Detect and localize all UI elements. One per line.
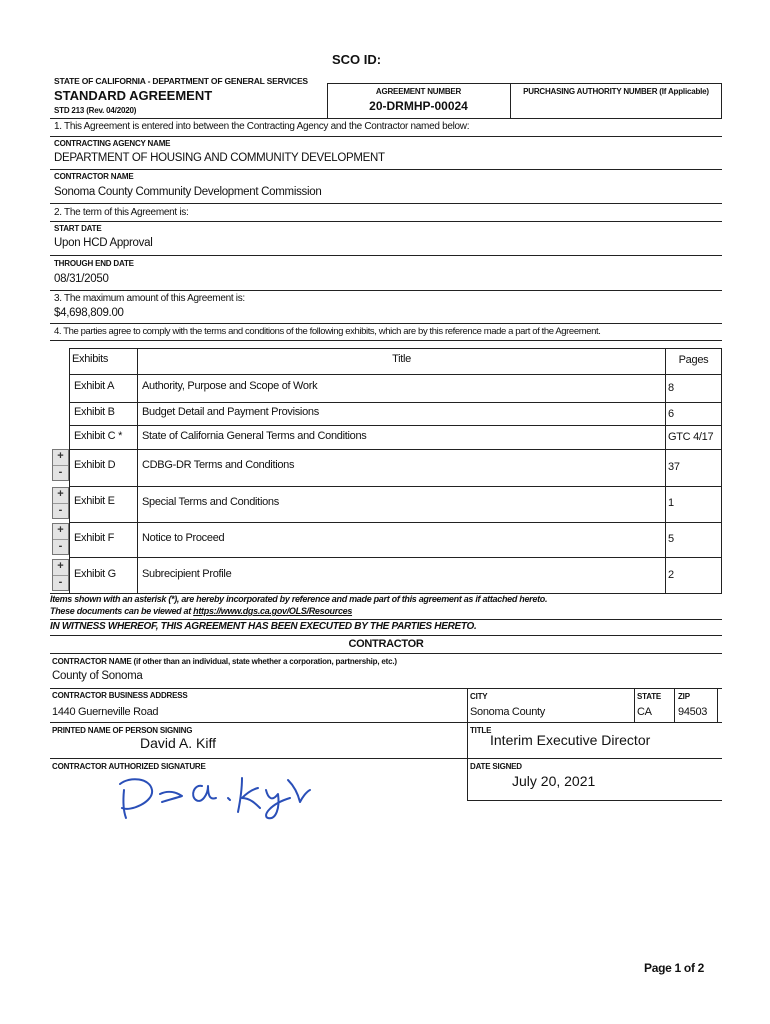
exhibit-pages: 8 bbox=[668, 382, 674, 394]
purchasing-authority-label: PURCHASING AUTHORITY NUMBER (If Applicable) bbox=[523, 87, 709, 96]
exhibit-title: Subrecipient Profile bbox=[142, 568, 232, 580]
state: CA bbox=[637, 706, 652, 718]
exhibit-name: Exhibit G bbox=[74, 568, 116, 580]
business-address-label: CONTRACTOR BUSINESS ADDRESS bbox=[52, 691, 188, 700]
remove-row-button[interactable]: - bbox=[58, 504, 63, 516]
signer-name: David A. Kiff bbox=[140, 735, 217, 751]
city: Sonoma County bbox=[470, 706, 545, 718]
exhibit-pages: 2 bbox=[668, 569, 674, 581]
form-title: STANDARD AGREEMENT bbox=[54, 88, 213, 103]
exhibit-name: Exhibit D bbox=[74, 459, 116, 471]
exhibit-pages: 37 bbox=[668, 461, 680, 473]
exhibit-pages: GTC 4/17 bbox=[668, 431, 714, 443]
asterisk-note: Items shown with an asterisk (*), are hereby incorporated by reference and made part of this agreement as if attached hereto. bbox=[50, 594, 548, 604]
exhibit-f-row-stepper[interactable] bbox=[52, 523, 69, 555]
remove-row-button[interactable]: - bbox=[58, 466, 63, 478]
signer-title: Interim Executive Director bbox=[490, 732, 651, 748]
exhibit-name: Exhibit F bbox=[74, 532, 115, 544]
exhibit-title: Special Terms and Conditions bbox=[142, 496, 279, 508]
end-date-label: THROUGH END DATE bbox=[54, 259, 134, 268]
exhibit-name: Exhibit C * bbox=[74, 430, 123, 442]
contractor-heading: CONTRACTOR bbox=[348, 638, 424, 650]
exhibit-name: Exhibit A bbox=[74, 380, 115, 392]
contractor-name-type-label: CONTRACTOR NAME (if other than an individual, state whether a corporation, partnership, etc.) bbox=[52, 657, 397, 666]
end-date: 08/31/2050 bbox=[54, 273, 109, 285]
city-label: CITY bbox=[470, 692, 488, 701]
business-address: 1440 Guerneville Road bbox=[52, 706, 159, 718]
signer-name-label: PRINTED NAME OF PERSON SIGNING bbox=[52, 726, 193, 735]
exhibits-column-header: Exhibits bbox=[72, 353, 109, 365]
start-date: Upon HCD Approval bbox=[54, 237, 153, 249]
exhibit-g-row-stepper[interactable] bbox=[52, 559, 69, 591]
section-1-intro: 1. This Agreement is entered into between the Contracting Agency and the Contractor named below: bbox=[54, 121, 470, 132]
witness-statement: IN WITNESS WHEREOF, THIS AGREEMENT HAS BEEN EXECUTED BY THE PARTIES HERETO. bbox=[50, 621, 477, 632]
exhibit-title: Notice to Proceed bbox=[142, 532, 225, 544]
agency-name: DEPARTMENT OF HOUSING AND COMMUNITY DEVELOPMENT bbox=[54, 152, 385, 164]
exhibit-pages: 1 bbox=[668, 497, 674, 509]
exhibit-pages: 6 bbox=[668, 408, 674, 420]
agreement-number-label: AGREEMENT NUMBER bbox=[375, 87, 462, 96]
state-department-label: STATE OF CALIFORNIA - DEPARTMENT OF GENERAL SERVICES bbox=[54, 76, 308, 86]
exhibit-e-row-stepper[interactable] bbox=[52, 487, 69, 519]
documents-link-line bbox=[50, 606, 352, 616]
section-4-intro: 4. The parties agree to comply with the terms and conditions of the following exhibits, which are by this reference made a part of the Agreement. bbox=[54, 326, 601, 337]
exhibit-d-row-stepper[interactable] bbox=[52, 449, 69, 481]
exhibit-title: Budget Detail and Payment Provisions bbox=[142, 406, 319, 418]
exhibit-title: Authority, Purpose and Scope of Work bbox=[142, 380, 318, 392]
date-signed: July 20, 2021 bbox=[512, 773, 596, 789]
exhibit-name: Exhibit E bbox=[74, 495, 115, 507]
contractor-name-label: CONTRACTOR NAME bbox=[54, 172, 134, 181]
title-label: TITLE bbox=[470, 726, 492, 735]
add-row-button[interactable]: + bbox=[53, 488, 68, 504]
add-row-button[interactable]: + bbox=[53, 524, 68, 540]
add-row-button[interactable]: + bbox=[53, 560, 68, 576]
sco-id-label: SCO ID: bbox=[332, 52, 382, 67]
remove-row-button[interactable]: - bbox=[58, 576, 63, 588]
date-signed-label: DATE SIGNED bbox=[470, 762, 522, 771]
contractor-name: Sonoma County Community Development Commission bbox=[54, 186, 322, 198]
page-number: Page 1 of 2 bbox=[644, 961, 705, 975]
section-3-intro: 3. The maximum amount of this Agreement is: bbox=[54, 293, 245, 304]
agreement-number: 20-DRMHP-00024 bbox=[369, 99, 468, 113]
county-name: County of Sonoma bbox=[52, 670, 143, 682]
agency-name-label: CONTRACTING AGENCY NAME bbox=[54, 139, 171, 148]
exhibit-title: State of California General Terms and Conditions bbox=[142, 430, 367, 442]
documents-link-prefix: These documents can be viewed at bbox=[50, 606, 194, 616]
zip: 94503 bbox=[678, 706, 708, 718]
handwritten-signature bbox=[110, 768, 320, 822]
section-2-intro: 2. The term of this Agreement is: bbox=[54, 207, 189, 218]
exhibit-title: CDBG-DR Terms and Conditions bbox=[142, 459, 295, 471]
state-label: STATE bbox=[637, 692, 662, 701]
add-row-button[interactable]: + bbox=[53, 450, 68, 466]
signature-label: CONTRACTOR AUTHORIZED SIGNATURE bbox=[52, 762, 206, 771]
remove-row-button[interactable]: - bbox=[58, 540, 63, 552]
form-number: STD 213 (Rev. 04/2020) bbox=[54, 106, 137, 115]
title-column-header: Title bbox=[392, 353, 411, 365]
zip-label: ZIP bbox=[678, 692, 690, 701]
max-amount: $4,698,809.00 bbox=[54, 307, 124, 319]
dgs-resources-link[interactable]: https://www.dgs.ca.gov/OLS/Resources bbox=[193, 606, 353, 616]
start-date-label: START DATE bbox=[54, 224, 102, 233]
pages-column-header: Pages bbox=[678, 354, 709, 366]
exhibit-pages: 5 bbox=[668, 533, 674, 545]
exhibit-name: Exhibit B bbox=[74, 406, 115, 418]
